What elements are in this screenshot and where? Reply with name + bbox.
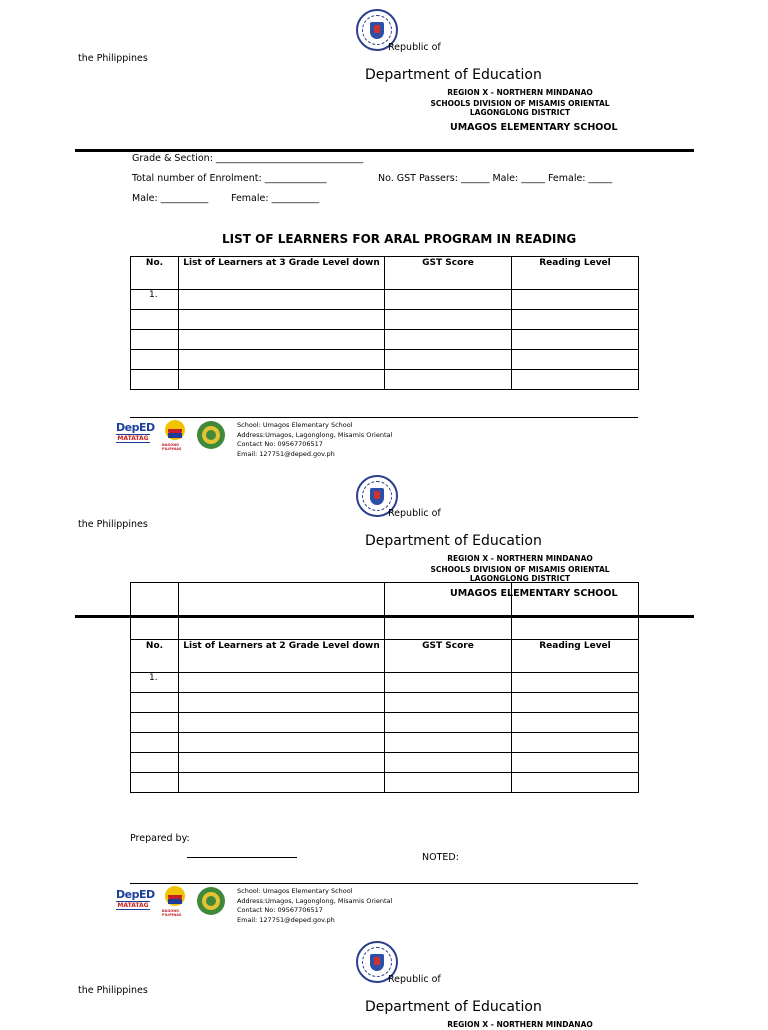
footer-address: Address:Umagos, Lagonglong, Misamis Oriental (237, 430, 393, 439)
region-text: REGION X - NORTHERN MINDANAO (447, 88, 593, 97)
table-row (131, 310, 639, 330)
table-row (131, 693, 639, 713)
department-title: Department of Education (365, 999, 542, 1015)
table-row (131, 773, 639, 793)
district-text: LAGONGLONG DISTRICT (469, 108, 571, 117)
region-text: REGION X - NORTHERN MINDANAO (447, 1020, 593, 1029)
col-reading-header: Reading Level (512, 640, 639, 673)
school-name: UMAGOS ELEMENTARY SCHOOL (450, 122, 618, 133)
division-text: SCHOOLS DIVISION OF MISAMIS ORIENTAL (430, 565, 610, 574)
footer-email: Email: 127751@deped.gov.ph (237, 449, 335, 458)
district-text: LAGONGLONG DISTRICT (469, 574, 571, 583)
bagong-pilipinas-logo-icon: BAGONG PILIPINAS (162, 419, 188, 445)
footer-info (237, 421, 392, 459)
table-row (131, 370, 639, 390)
republic-text: Republic of (388, 42, 441, 53)
republic-text: Republic of (388, 508, 441, 519)
header-divider (75, 149, 694, 152)
deped-logo-icon: DepED MATATAG (116, 888, 155, 909)
school-name: UMAGOS ELEMENTARY SCHOOL (450, 588, 618, 599)
table-row (131, 753, 639, 773)
philippines-text: the Philippines (78, 985, 148, 996)
col-learners-header: List of Learners at 2 Grade Level down (179, 640, 385, 673)
col-no-header: No. (131, 257, 179, 290)
footer-divider (130, 883, 638, 884)
department-title: Department of Education (365, 67, 542, 83)
male-field: Male: __________ (132, 193, 209, 204)
row-number: 1. (131, 290, 179, 310)
deped-logo-icon: DepED MATATAG (116, 421, 155, 442)
philippines-text: the Philippines (78, 53, 148, 64)
grade-section-field: Grade & Section: _______________________________ (132, 153, 364, 164)
bagong-pilipinas-logo-icon: BAGONG PILIPINAS (162, 885, 188, 911)
footer-school: School: Umagos Elementary School (237, 887, 353, 895)
philippines-text: the Philippines (78, 519, 148, 530)
table-row (131, 713, 639, 733)
footer-divider (130, 417, 638, 418)
learners-table-2 (130, 582, 639, 793)
noted-label: NOTED: (422, 852, 459, 863)
footer-email: Email: 127751@deped.gov.ph (237, 915, 335, 924)
prepared-by-label: Prepared by: (130, 833, 190, 844)
col-learners-header: List of Learners at 3 Grade Level down (179, 257, 385, 290)
division-text: SCHOOLS DIVISION OF MISAMIS ORIENTAL (430, 99, 610, 108)
table-row (131, 733, 639, 753)
table-row (131, 290, 639, 310)
enrolment-field: Total number of Enrolment: _____________ (132, 173, 327, 184)
header-divider (75, 615, 694, 618)
table-row (131, 330, 639, 350)
col-gst-header: GST Score (385, 257, 512, 290)
col-gst-header: GST Score (385, 640, 512, 673)
female-field: Female: __________ (231, 193, 320, 204)
footer-contact: Contact No: 09567706517 (237, 440, 323, 448)
table-row (131, 673, 639, 693)
learners-table-1 (130, 256, 639, 390)
footer-address: Address:Umagos, Lagonglong, Misamis Oriental (237, 896, 393, 905)
department-title: Department of Education (365, 533, 542, 549)
gst-passers-field: No. GST Passers: ______ Male: _____ Female: _____ (378, 173, 613, 184)
school-seal-icon (197, 887, 225, 915)
col-reading-header: Reading Level (512, 257, 639, 290)
table-row (131, 350, 639, 370)
row-number: 1. (131, 673, 179, 693)
footer-info (237, 887, 392, 925)
footer-school: School: Umagos Elementary School (237, 421, 353, 429)
region-text: REGION X - NORTHERN MINDANAO (447, 554, 593, 563)
col-no-header: No. (131, 640, 179, 673)
footer-contact: Contact No: 09567706517 (237, 906, 323, 914)
school-seal-icon (197, 421, 225, 449)
form-title: LIST OF LEARNERS FOR ARAL PROGRAM IN READING (222, 232, 577, 246)
republic-text: Republic of (388, 974, 441, 985)
signature-line (187, 857, 297, 858)
